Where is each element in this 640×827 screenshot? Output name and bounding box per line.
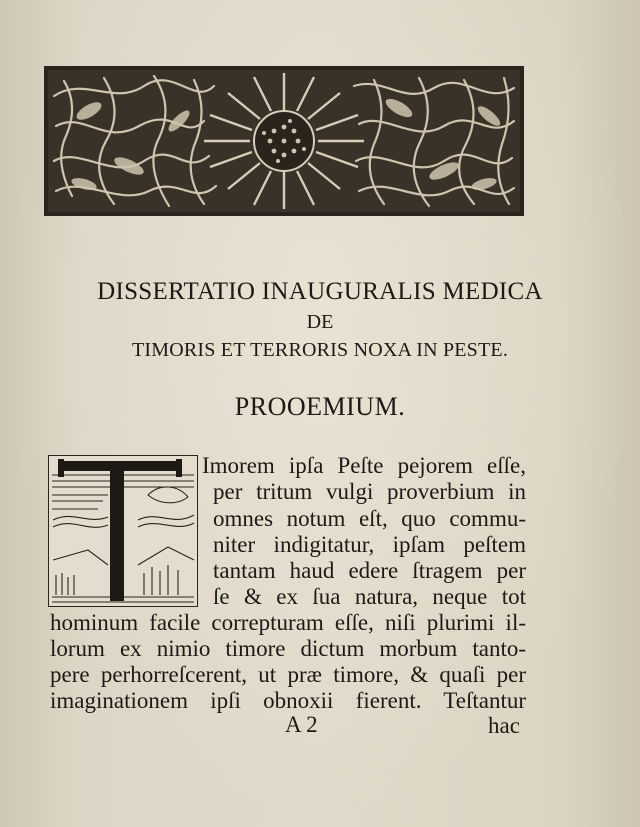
body-line-10: imaginationem ipſi obnoxii fierent. Teſtantur bbox=[50, 688, 526, 713]
body-line-3: omnes notum eſt, quo commu- bbox=[213, 506, 526, 531]
dissertation-subtitle: TIMORIS ET TERRORIS NOXA IN PESTE. bbox=[131, 339, 509, 361]
body-line-5: tantam haud edere ſtragem per bbox=[213, 558, 526, 583]
dissertation-title: DISSERTATIO INAUGURALIS MEDICA bbox=[97, 278, 543, 305]
decorated-initial-icon bbox=[48, 455, 198, 607]
body-line-1: Imorem ipſa Peſte pejorem eſſe, bbox=[202, 453, 526, 478]
body-line-2: per tritum vulgi proverbium in bbox=[213, 479, 526, 504]
catchword: hac bbox=[488, 713, 520, 738]
floral-headpiece-ornament bbox=[44, 66, 524, 216]
body-line-9: pere perhorreſcerent, ut præ timore, & quaſi per bbox=[50, 662, 526, 687]
body-line-7: hominum facile correpturam eſſe, niſi plurimi il- bbox=[50, 610, 526, 635]
title-connector: DE bbox=[306, 311, 334, 333]
body-line-8: lorum ex nimio timore dictum morbum tanto- bbox=[50, 636, 526, 661]
body-line-6: ſe & ex ſua natura, neque tot bbox=[213, 584, 526, 609]
body-line-4: niter indigitatur, ipſam peſtem bbox=[213, 532, 526, 557]
signature-mark: A 2 bbox=[285, 712, 318, 737]
section-heading: PROOEMIUM. bbox=[234, 392, 406, 421]
